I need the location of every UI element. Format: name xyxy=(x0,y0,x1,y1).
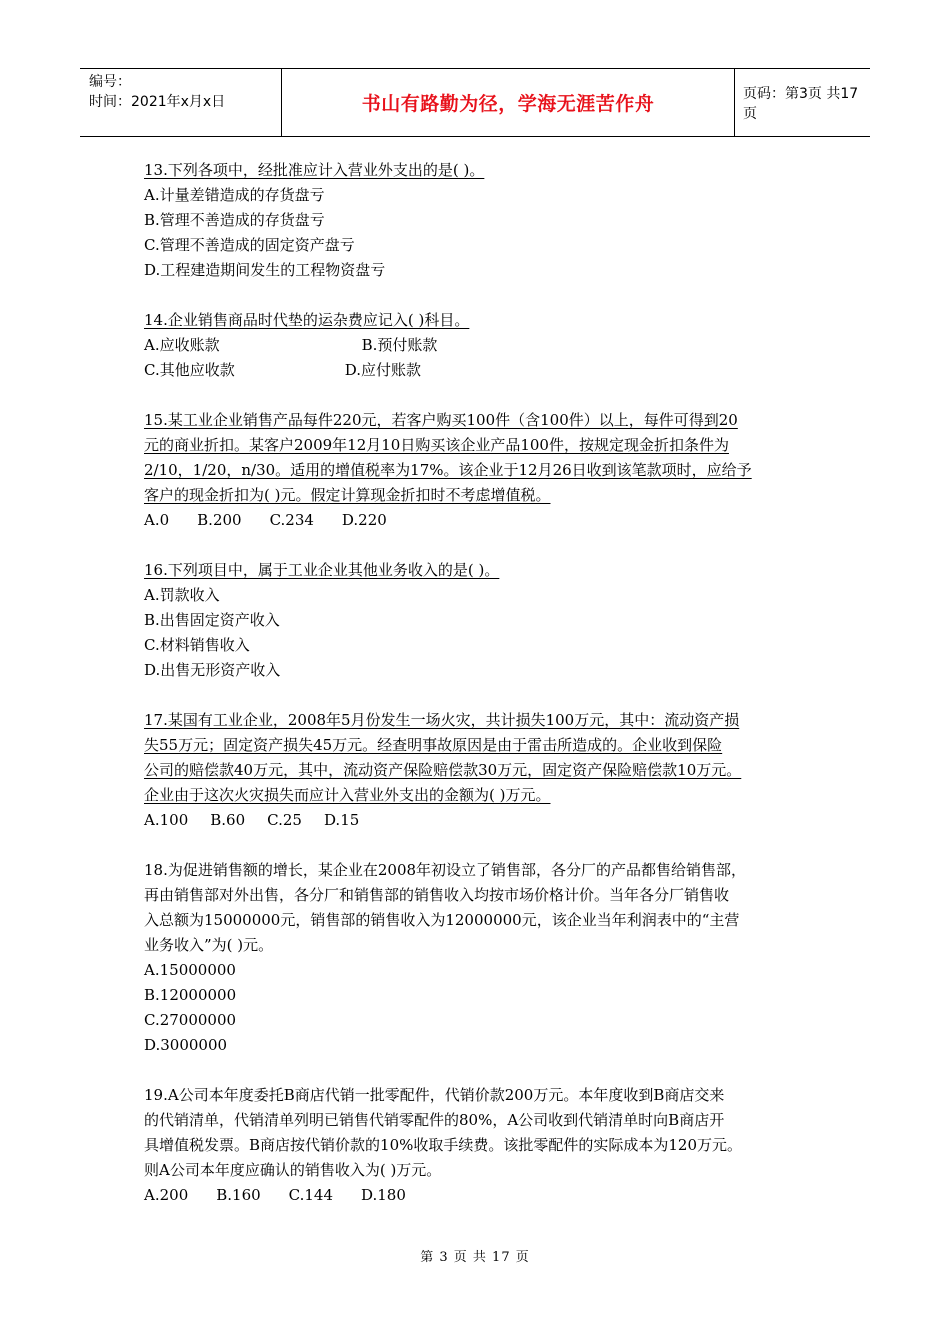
question-stem-line: 失55万元；固定资产损失45万元。经查明事故原因是由于雷击所造成的。企业收到保险 xyxy=(144,736,723,754)
option: A.100 xyxy=(144,811,189,829)
option: B.管理不善造成的存货盘亏 xyxy=(144,211,325,229)
question-stem-line: 17.某国有工业企业，2008年5月份发生一场火灾，共计损失100万元，其中：流动资产损 xyxy=(144,711,740,729)
option: A.15000000 xyxy=(144,961,236,979)
page-header xyxy=(80,68,870,137)
document-body xyxy=(144,158,834,1233)
question-stem-line: 企业由于这次火灾损失而应计入营业外支出的金额为( )万元。 xyxy=(144,786,551,804)
option: D.220 xyxy=(341,511,387,529)
question-stem: 13.下列各项中，经批准应计入营业外支出的是( )。 xyxy=(144,161,485,179)
question-18 xyxy=(144,858,834,1058)
question-stem-line: 业务收入”为( )元。 xyxy=(144,936,274,954)
option: B.160 xyxy=(216,1186,261,1204)
question-14 xyxy=(144,308,834,383)
question-19 xyxy=(144,1083,834,1208)
option: B.200 xyxy=(197,511,242,529)
option: B.60 xyxy=(210,811,246,829)
option: A.罚款收入 xyxy=(144,586,220,604)
header-page-cell xyxy=(734,69,870,136)
header-meta xyxy=(80,69,282,136)
option: B.预付账款 xyxy=(361,336,438,354)
option: D.出售无形资产收入 xyxy=(144,661,281,679)
question-stem-line: 元的商业折扣。某客户2009年12月10日购买该企业产品100件，按规定现金折扣条件为 xyxy=(144,436,729,454)
question-stem-line: 则A公司本年度应确认的销售收入为( )万元。 xyxy=(144,1161,442,1179)
question-15 xyxy=(144,408,834,533)
option-row xyxy=(144,333,834,358)
question-stem-line: 再由销售部对外出售，各分厂和销售部的销售收入均按市场价格计价。当年各分厂销售收 xyxy=(144,886,730,904)
question-17 xyxy=(144,708,834,833)
option: C.材料销售收入 xyxy=(144,636,250,654)
option: A.0 xyxy=(144,511,170,529)
option: C.144 xyxy=(288,1186,333,1204)
option: D.应付账款 xyxy=(344,361,421,379)
number-label: 编号： xyxy=(89,74,131,90)
option: A.计量差错造成的存货盘亏 xyxy=(144,186,325,204)
option: C.管理不善造成的固定资产盘亏 xyxy=(144,236,355,254)
question-stem: 16.下列项目中，属于工业企业其他业务收入的是( )。 xyxy=(144,561,500,579)
option: B.出售固定资产收入 xyxy=(144,611,280,629)
page-footer: 第 3 页 共 17 页 xyxy=(420,1250,530,1265)
header-motto-cell xyxy=(282,69,735,136)
question-13 xyxy=(144,158,834,283)
option: D.3000000 xyxy=(144,1036,228,1054)
question-16 xyxy=(144,558,834,683)
page-label: 页码：第3页 共17页 xyxy=(743,85,859,122)
question-stem-line: 18.为促进销售额的增长，某企业在2008年初设立了销售部，各分厂的产品都售给销售部， xyxy=(144,861,747,879)
time-label: 时间：2021年x月x日 xyxy=(89,94,226,110)
question-stem-line: 入总额为15000000元，销售部的销售收入为12000000元，该企业当年利润表中的“主营 xyxy=(144,911,740,929)
option: C.其他应收款 xyxy=(144,361,235,379)
motto: 书山有路勤为径，学海无涯苦作舟 xyxy=(361,93,655,115)
option: C.27000000 xyxy=(144,1011,237,1029)
option: A.200 xyxy=(144,1186,189,1204)
option-row xyxy=(144,508,834,533)
option: D.180 xyxy=(361,1186,406,1204)
question-stem-line: 2/10，1/20，n/30。适用的增值税率为17%。该企业于12月26日收到该笔款项时，应给予 xyxy=(144,461,752,479)
option: A.应收账款 xyxy=(144,336,220,354)
option-row xyxy=(144,1183,834,1208)
option-row xyxy=(144,808,834,833)
question-stem-line: 具增值税发票。B商店按代销价款的10%收取手续费。该批零配件的实际成本为120万元。 xyxy=(144,1136,742,1154)
question-stem-line: 15.某工业企业销售产品每件220元，若客户购买100件（含100件）以上，每件可得到20 xyxy=(144,411,738,429)
question-stem: 14.企业销售商品时代垫的运杂费应记入( )科目。 xyxy=(144,311,470,329)
option: C.25 xyxy=(267,811,302,829)
question-stem-line: 的代销清单，代销清单列明已销售代销零配件的80%，A公司收到代销清单时向B商店开 xyxy=(144,1111,725,1129)
question-stem-line: 公司的赔偿款40万元，其中，流动资产保险赔偿款30万元，固定资产保险赔偿款10万元。 xyxy=(144,761,742,779)
option: D.工程建造期间发生的工程物资盘亏 xyxy=(144,261,386,279)
question-stem-line: 19.A公司本年度委托B商店代销一批零配件，代销价款200万元。本年度收到B商店交来 xyxy=(144,1086,725,1104)
option: C.234 xyxy=(269,511,314,529)
option: D.15 xyxy=(323,811,360,829)
question-stem-line: 客户的现金折扣为( )元。假定计算现金折扣时不考虑增值税。 xyxy=(144,486,551,504)
option-row xyxy=(144,358,834,383)
option: B.12000000 xyxy=(144,986,237,1004)
